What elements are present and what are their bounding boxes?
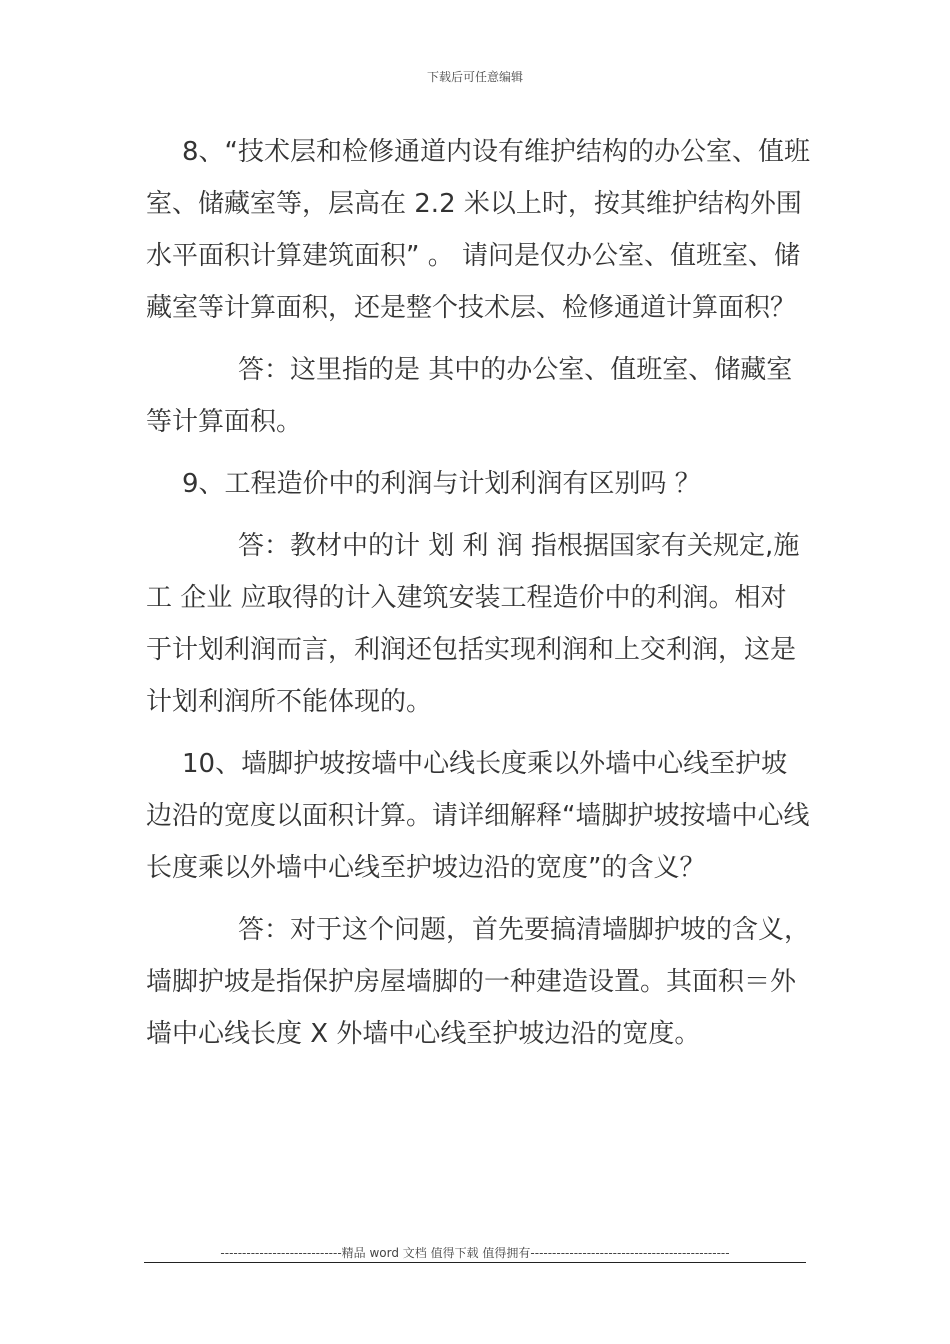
paragraph-gap [146, 728, 810, 738]
answer-10: 答：对于这个问题，首先要搞清墙脚护坡的含义，墙脚护坡是指保护房屋墙脚的一种建造设置。其面积＝外墙中心线长度 X 外墙中心线至护坡边沿的宽度。 [146, 915, 811, 1049]
paragraph-gap [146, 334, 810, 344]
answer-9: 答：教材中的计 划 利 润 指根据国家有关规定,施工 企业 应取得的计入建筑安装工程造价中的利润。相对于计划利润而言，利润还包括实现利润和上交利润，这是计划利润所不能体现的。 [146, 531, 800, 717]
paragraph-gap [146, 894, 810, 904]
page-footer: ----------------------------精品 word 文档 值得下载 值得拥有---------------------------------------------- [220, 1246, 730, 1260]
question-9: 9、工程造价中的利润与计划利润有区别吗 ？ [182, 469, 701, 499]
document-body [146, 126, 810, 1060]
answer-8: 答：这里指的是 其中的办公室、值班室、储藏室等计算面积。 [146, 355, 793, 437]
paragraph-gap [146, 448, 810, 458]
footer-rule [144, 1262, 806, 1263]
question-8: 8、“技术层和检修通道内设有维护结构的办公室、值班室、储藏室等，层高在 2.2 米以上时，按其维护结构外围水平面积计算建筑面积” 。 请问是仅办公室、值班室、储藏室等计算面积，还是整个技术层、检修通道计算面积？ [146, 137, 811, 323]
page-header: 下载后可任意编辑 [426, 70, 523, 84]
question-10: 10、墙脚护坡按墙中心线长度乘以外墙中心线至护坡边沿的宽度以面积计算。请详细解释“墙脚护坡按墙中心线长度乘以外墙中心线至护坡边沿的宽度”的含义？ [146, 749, 810, 883]
paragraph-gap [146, 510, 810, 520]
